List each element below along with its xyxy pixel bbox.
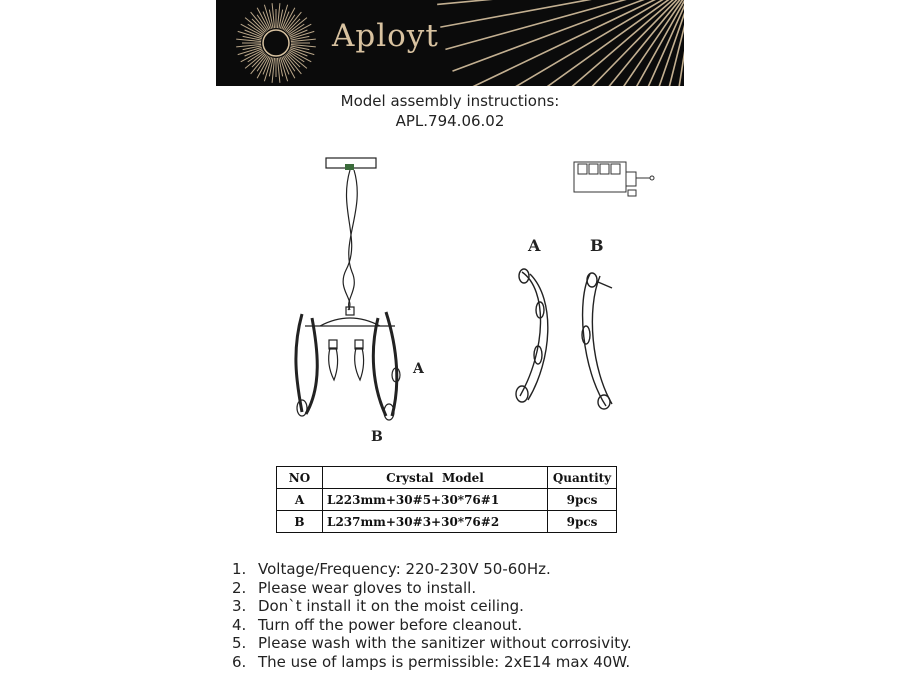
label-a-detail: A	[528, 236, 541, 255]
table-header-row	[277, 467, 617, 489]
list-item	[232, 560, 632, 579]
list-item	[232, 616, 632, 635]
row-no: A	[277, 489, 323, 511]
list-item-number: 2.	[232, 578, 247, 597]
list-item-number: 6.	[232, 652, 247, 671]
list-item-number: 3.	[232, 597, 247, 616]
row-quantity: 9pcs	[548, 511, 617, 533]
chandelier-illustration	[296, 158, 400, 420]
list-item-text: Don`t install it on the moist ceiling.	[258, 597, 524, 616]
list-item	[232, 653, 632, 672]
crystal-spec-table	[276, 466, 617, 533]
label-b-main: B	[371, 429, 383, 445]
sunburst-decoration	[216, 0, 684, 86]
row-quantity: 9pcs	[548, 489, 617, 511]
table-row	[277, 489, 617, 511]
list-item-text: Voltage/Frequency: 220-230V 50-60Hz.	[258, 560, 551, 578]
list-item-number: 4.	[232, 615, 247, 634]
list-item-text: Please wash with the sanitizer without corrosivity.	[258, 634, 632, 653]
page-title: Model assembly instructions:	[340, 92, 560, 110]
crystal-arm-a	[516, 269, 548, 402]
label-b-detail: B	[590, 236, 604, 255]
header-crystal-model: Crystal Model	[323, 467, 548, 489]
list-item	[232, 597, 632, 616]
row-model: L223mm+30#5+30*76#1	[323, 489, 548, 511]
table-row	[277, 511, 617, 533]
terminal-block-icon	[574, 162, 654, 196]
crystal-arm-b	[582, 273, 612, 409]
model-number: APL.794.06.02	[395, 112, 505, 130]
header-quantity: Quantity	[548, 467, 617, 489]
list-item-text: Please wear gloves to install.	[258, 578, 477, 597]
row-no: B	[277, 511, 323, 533]
assembly-drawing	[0, 150, 900, 460]
row-model: L237mm+30#3+30*76#2	[323, 511, 548, 533]
list-item	[232, 634, 632, 653]
label-a-main: A	[413, 361, 424, 377]
brand-logo-text: Aployt	[332, 18, 439, 54]
list-item-text: The use of lamps is permissible: 2xE14 max 40W.	[258, 652, 631, 671]
list-item-number: 1.	[232, 560, 247, 578]
header-no: NO	[277, 467, 323, 489]
list-item-number: 5.	[232, 634, 247, 653]
list-item	[232, 579, 632, 598]
list-item-text: Turn off the power before cleanout.	[258, 615, 523, 634]
brand-banner	[216, 0, 684, 86]
instruction-list	[232, 560, 632, 672]
